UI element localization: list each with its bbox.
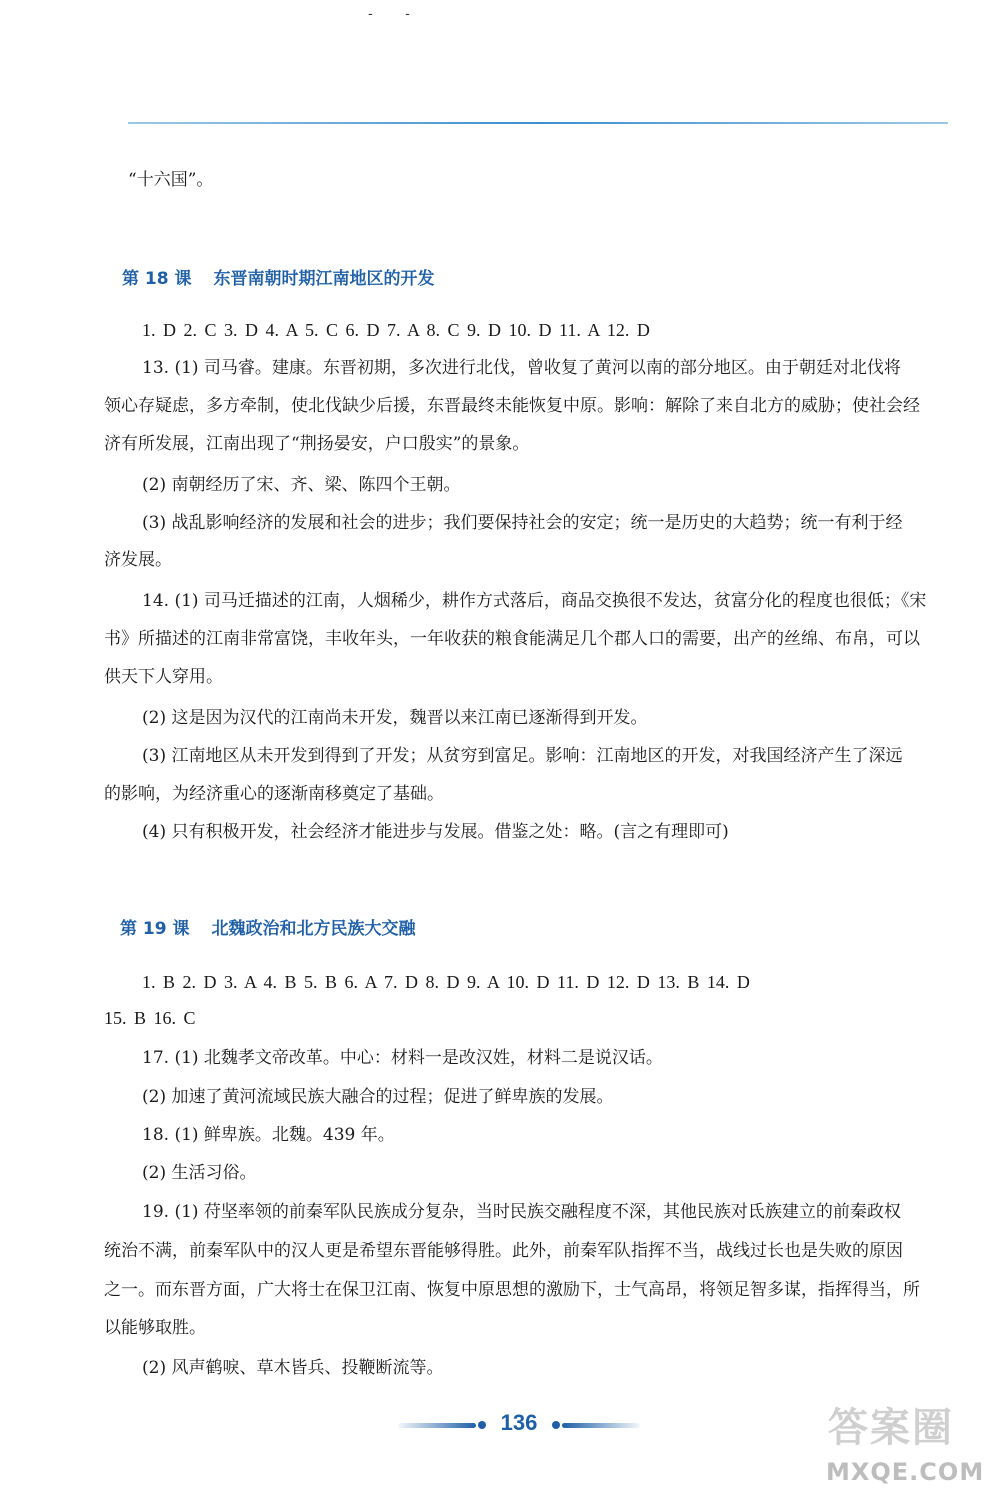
text-line: 书》所描述的江南非常富饶，丰收年头，一年收获的粮食能满足几个郡人口的需要，出产的丝绵、布帛，可以 (104, 629, 920, 649)
header-rule (128, 122, 948, 124)
lesson-title: 北魏政治和北方民族大交融 (211, 919, 416, 939)
text-line: 19. (1) 苻坚率领的前秦军队民族成分复杂，当时民族交融程度不深，其他民族对氐族建立的前秦政权 (142, 1202, 901, 1222)
text-line: 供天下人穿用。 (104, 667, 223, 687)
text-line: 以能够取胜。 (104, 1318, 206, 1338)
lesson-19-heading (120, 914, 416, 939)
text-line: 14. (1) 司马迁描述的江南，人烟稀少，耕作方式落后，商品交换很不发达，贫富分化的程度也很低；《宋 (142, 591, 927, 611)
footer-bar-left (398, 1423, 476, 1428)
lesson-number: 第 19 课 (120, 919, 190, 939)
text-line: (3) 江南地区从未开发到得到了开发；从贫穷到富足。影响：江南地区的开发，对我国经济产生了深远 (142, 746, 903, 766)
page-number: 136 (500, 1410, 538, 1435)
text-line: 18. (1) 鲜卑族。北魏。439 年。 (142, 1125, 395, 1145)
text-line: 济发展。 (104, 550, 172, 570)
text-line: 的影响，为经济重心的逐渐南移奠定了基础。 (104, 784, 444, 804)
text-line: 领心存疑虑，多方牵制，使北伐缺少后援，东晋最终未能恢复中原。影响：解除了来自北方的威胁；使社会经 (104, 396, 920, 416)
text-line: 17. (1) 北魏孝文帝改革。中心：材料一是改汉姓，材料二是说汉话。 (142, 1048, 663, 1068)
text-line: “十六国”。 (128, 170, 214, 190)
text-line: (2) 加速了黄河流域民族大融合的过程；促进了鲜卑族的发展。 (142, 1087, 614, 1107)
text-line: 13. (1) 司马睿。建康。东晋初期，多次进行北伐，曾收复了黄河以南的部分地区。由于朝廷对北伐将 (142, 358, 901, 378)
lesson-18-heading (122, 264, 435, 289)
watermark-site: MXQE.COM (826, 1458, 985, 1486)
text-line: (2) 这是因为汉代的江南尚未开发，魏晋以来江南已逐渐得到开发。 (142, 708, 648, 728)
footer-dot-left (478, 1421, 486, 1429)
lesson-title: 东晋南朝时期江南地区的开发 (213, 269, 435, 289)
footer-bar-right (562, 1423, 640, 1428)
top-marks: - - (368, 6, 424, 22)
answer-key: 1. D 2. C 3. D 4. A 5. C 6. D 7. A 8. C 9. D 10. D 11. A 12. D (142, 320, 650, 340)
text-line: (4) 只有积极开发，社会经济才能进步与发展。借鉴之处：略。(言之有理即可) (142, 822, 729, 842)
footer-dot-right (552, 1421, 560, 1429)
answer-key: 15. B 16. C (104, 1008, 196, 1028)
text-line: 济有所发展，江南出现了“荆扬晏安，户口殷实”的景象。 (104, 434, 530, 454)
page-footer (398, 1410, 640, 1440)
text-line: 之一。而东晋方面，广大将士在保卫江南、恢复中原思想的激励下，士气高昂，将领足智多谋，指挥得当，所 (104, 1280, 920, 1300)
lesson-number: 第 18 课 (122, 269, 192, 289)
answer-key: 1. B 2. D 3. A 4. B 5. B 6. A 7. D 8. D 9. A 10. D 11. D 12. D 13. B 14. D (142, 972, 750, 992)
text-line: 统治不满，前秦军队中的汉人更是希望东晋能够得胜。此外，前秦军队指挥不当，战线过长也是失败的原因 (104, 1241, 903, 1261)
text-line: (3) 战乱影响经济的发展和社会的进步；我们要保持社会的安定；统一是历史的大趋势；统一有利于经 (142, 513, 903, 533)
text-line: (2) 风声鹤唳、草木皆兵、投鞭断流等。 (142, 1358, 444, 1378)
text-line: (2) 生活习俗。 (142, 1163, 257, 1183)
text-line: (2) 南朝经历了宋、齐、梁、陈四个王朝。 (142, 475, 461, 495)
watermark-logo: 答案圈 (828, 1405, 954, 1451)
